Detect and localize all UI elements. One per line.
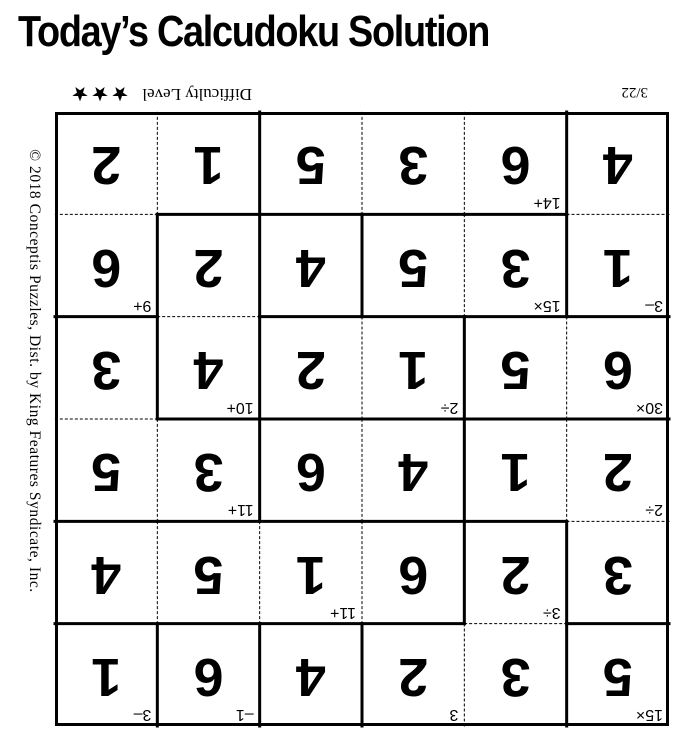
star-icon [72,86,88,102]
cell-digit: 5 [91,442,122,503]
cell-digit: 2 [91,135,122,196]
cell-digit: 1 [500,442,531,503]
grid-cell [464,214,566,316]
grid-cell [157,317,259,419]
grid-cell [260,214,362,316]
cell-digit: 6 [398,544,429,605]
cage-clue: 3÷ [542,603,561,621]
grid-cell [55,624,157,726]
difficulty-stars [72,86,128,102]
cell-digit: 1 [602,237,633,298]
cage-clue: 3 [449,706,459,723]
cell-digit: 5 [602,647,633,707]
cell-digit: 4 [398,442,429,503]
cage-clue: 11+ [227,501,254,519]
cell-digit: 4 [602,135,633,196]
grid-cell [157,419,259,521]
grid-cell [55,521,157,623]
cell-digit: 3 [91,340,122,400]
cell-digit: 2 [398,647,429,707]
grid-cell [567,214,669,316]
copyright-notice: © 2018 Conceptis Puzzles, Dist. by King Features Syndicate, Inc. [26,149,43,593]
cell-digit: 4 [295,237,326,298]
cage-clue: 2÷ [645,501,663,519]
cell-digit: 5 [398,237,429,298]
puzzle-header [0,72,684,106]
grid-cell [362,214,464,316]
grid-cell [157,214,259,316]
cell-digit: 5 [193,544,224,605]
cell-digit: 6 [295,442,326,503]
grid-cell [157,112,259,214]
page-title: Today’s Calcudoku Solution [18,7,490,56]
grid-cell [362,419,464,521]
grid-cell [55,112,157,214]
grid-cell [464,624,566,726]
cage-clue: 9+ [133,296,152,314]
difficulty-label: Difficulty Level [142,85,252,104]
grid-cell [567,419,669,521]
cage-clue: 15× [635,706,663,723]
grid-cell [157,521,259,623]
cell-digit: 3 [500,647,531,707]
cell-digit: 6 [602,340,633,400]
cell-digit: 2 [602,442,633,503]
cage-clue: 30× [635,399,663,416]
grid-cell [362,624,464,726]
cage-clue: 3– [645,296,663,314]
grid-cell [362,521,464,623]
star-icon [112,86,128,102]
cell-digit: 2 [500,544,531,605]
grid-cell [55,419,157,521]
grid-cell [567,112,669,214]
grid-cell [464,112,566,214]
cell-digit: 4 [193,340,224,400]
cage-clue: –1 [235,706,254,723]
cell-digit: 5 [500,340,531,400]
grid-cell [567,624,669,726]
cell-digit: 3 [602,544,633,605]
grid-cell [55,214,157,316]
cell-digit: 3 [193,442,224,503]
star-icon [92,86,108,102]
cell-digit: 2 [295,340,326,400]
cell-digit: 6 [91,237,122,298]
cell-digit: 6 [500,135,531,196]
cage-clue: 11+ [330,603,356,621]
grid-cell [55,317,157,419]
cell-digit: 2 [193,237,224,298]
cage-clue: 10+ [226,399,254,416]
cage-clue: 14+ [533,194,561,212]
cell-digit: 5 [295,135,326,196]
grid-cell [157,624,259,726]
calcudoku-grid [55,112,669,726]
grid-cell [260,317,362,419]
grid-cell [260,419,362,521]
grid-cell [567,317,669,419]
grid-cell [362,317,464,419]
grid-cell [362,112,464,214]
cell-digit: 1 [91,647,122,707]
grid-cell [464,317,566,419]
cell-digit: 3 [398,135,429,196]
cage-clue: 15× [533,296,561,314]
grid-cell [464,419,566,521]
cage-clue: 2÷ [440,399,459,416]
cell-digit: 6 [193,647,224,707]
grid-cell [567,521,669,623]
grid-cell [464,521,566,623]
grid-cell [260,521,362,623]
cage-clue: 3– [133,706,152,723]
grid-cell [260,112,362,214]
cell-digit: 4 [91,544,122,605]
cell-digit: 4 [295,647,326,707]
grid-cell [260,624,362,726]
date-label: 3/22 [621,84,648,100]
cell-digit: 1 [398,340,429,400]
cell-digit: 3 [500,237,531,298]
cell-digit: 1 [193,135,224,196]
cell-digit: 1 [295,544,326,605]
difficulty-level [72,84,252,104]
